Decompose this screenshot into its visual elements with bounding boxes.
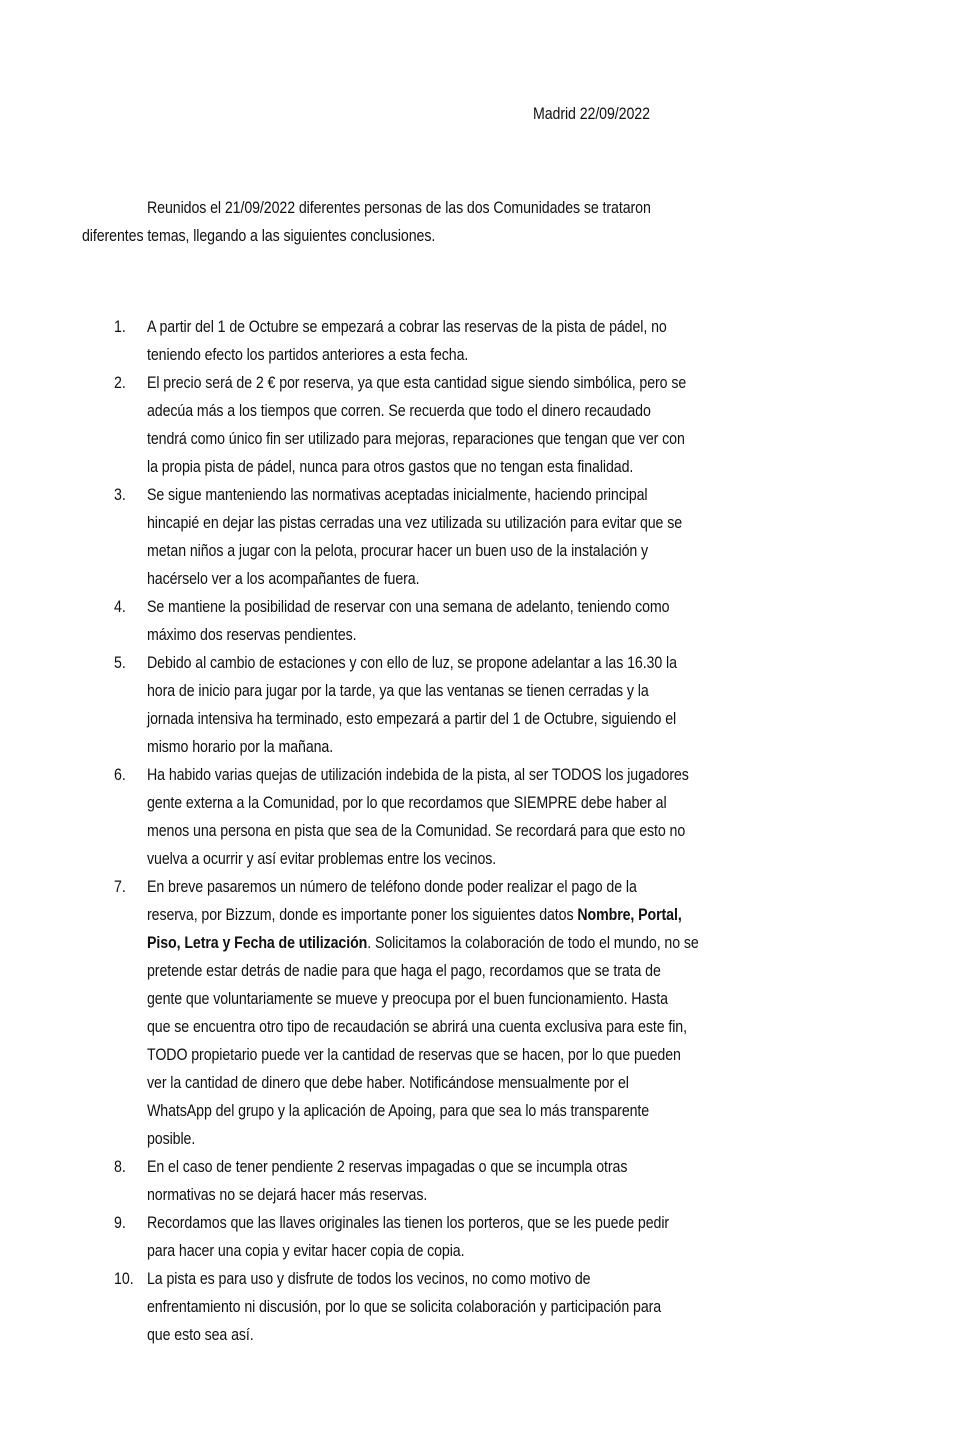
list-item-line: En breve pasaremos un número de teléfono donde poder realizar el pago de la	[147, 878, 637, 896]
list-item-line: A partir del 1 de Octubre se empezará a cobrar las reservas de la pista de pádel, no	[147, 318, 667, 336]
list-item-number: 5.	[114, 654, 126, 672]
list-item-line: ver la cantidad de dinero que debe haber. Notificándose mensualmente por el	[147, 1074, 629, 1092]
list-item-line: metan niños a jugar con la pelota, procurar hacer un buen uso de la instalación y	[147, 542, 649, 560]
list-item-line: menos una persona en pista que sea de la Comunidad. Se recordará para que esto no	[147, 822, 686, 840]
list-item-line: hincapié en dejar las pistas cerradas una vez utilizada su utilización para evitar que se	[147, 514, 683, 532]
list-item-line: teniendo efecto los partidos anteriores a esta fecha.	[147, 346, 469, 364]
list-item-line: que esto sea así.	[147, 1326, 254, 1344]
list-item-line: vuelva a ocurrir y así evitar problemas entre los vecinos.	[147, 850, 497, 868]
list-item-line: adecúa más a los tiempos que corren. Se recuerda que todo el dinero recaudado	[147, 402, 651, 420]
list-item-line: hora de inicio para jugar por la tarde, ya que las ventanas se tienen cerradas y la	[147, 682, 649, 700]
intro-line-1: Reunidos el 21/09/2022 diferentes personas de las dos Comunidades se trataron	[147, 199, 651, 217]
list-item-line: la propia pista de pádel, nunca para otros gastos que no tengan esta finalidad.	[147, 458, 634, 476]
list-item-line: máximo dos reservas pendientes.	[147, 626, 357, 644]
list-item-line	[147, 905, 682, 925]
list-item-line: hacérselo ver a los acompañantes de fuera.	[147, 570, 420, 588]
list-item-line: Se mantiene la posibilidad de reservar con una semana de adelanto, teniendo como	[147, 598, 670, 616]
list-item-line: En el caso de tener pendiente 2 reservas impagadas o que se incumpla otras	[147, 1158, 628, 1176]
bold-text: Nombre, Portal,	[577, 906, 682, 924]
list-item-line: que se encuentra otro tipo de recaudación se abrirá una cuenta exclusiva para este fin,	[147, 1018, 687, 1036]
list-item-line: WhatsApp del grupo y la aplicación de Apoing, para que sea lo más transparente	[147, 1102, 650, 1120]
list-item-line: Ha habido varias quejas de utilización indebida de la pista, al ser TODOS los jugadores	[147, 766, 689, 784]
list-item-number: 6.	[114, 766, 126, 784]
list-item-line: gente externa a la Comunidad, por lo que recordamos que SIEMPRE debe haber al	[147, 794, 667, 812]
list-item-line: pretende estar detrás de nadie para que haga el pago, recordamos que se trata de	[147, 962, 661, 980]
list-item-line: Recordamos que las llaves originales las tienen los porteros, que se les puede pedir	[147, 1214, 670, 1232]
list-item-line: gente que voluntariamente se mueve y preocupa por el buen funcionamiento. Hasta	[147, 990, 668, 1008]
list-item-line: tendrá como único fin ser utilizado para mejoras, reparaciones que tengan que ver con	[147, 430, 685, 448]
list-item-line	[147, 933, 699, 953]
list-item-number: 7.	[114, 878, 126, 896]
list-item-line: TODO propietario puede ver la cantidad de reservas que se hacen, por lo que pueden	[147, 1046, 681, 1064]
list-item-line: jornada intensiva ha terminado, esto empezará a partir del 1 de Octubre, siguiendo el	[147, 710, 677, 728]
list-item-number: 1.	[114, 318, 126, 336]
intro-line-2: diferentes temas, llegando a las siguientes conclusiones.	[82, 227, 436, 245]
list-item-number: 2.	[114, 374, 126, 392]
list-item-number: 4.	[114, 598, 126, 616]
date-line: Madrid 22/09/2022	[533, 105, 650, 123]
list-item-line: para hacer una copia y evitar hacer copia de copia.	[147, 1242, 465, 1260]
list-item-line: posible.	[147, 1130, 196, 1148]
list-item-line: enfrentamiento ni discusión, por lo que se solicita colaboración y participación para	[147, 1298, 662, 1316]
list-item-number: 10.	[114, 1270, 134, 1288]
text-span: . Solicitamos la colaboración de todo el mundo, no se	[367, 934, 699, 952]
list-item-line: La pista es para uso y disfrute de todos los vecinos, no como motivo de	[147, 1270, 591, 1288]
list-item-line: Se sigue manteniendo las normativas aceptadas inicialmente, haciendo principal	[147, 486, 648, 504]
list-item-line: Debido al cambio de estaciones y con ello de luz, se propone adelantar a las 16.30 la	[147, 654, 677, 672]
bold-text: Piso, Letra y Fecha de utilización	[147, 934, 368, 952]
list-item-number: 9.	[114, 1214, 126, 1232]
list-item-number: 3.	[114, 486, 126, 504]
list-item-line: El precio será de 2 € por reserva, ya que esta cantidad sigue siendo simbólica, pero se	[147, 374, 687, 392]
list-item-line: normativas no se dejará hacer más reservas.	[147, 1186, 428, 1204]
list-item-number: 8.	[114, 1158, 126, 1176]
text-span: reserva, por Bizzum, donde es importante poner los siguientes datos	[147, 906, 578, 924]
list-item-line: mismo horario por la mañana.	[147, 738, 334, 756]
